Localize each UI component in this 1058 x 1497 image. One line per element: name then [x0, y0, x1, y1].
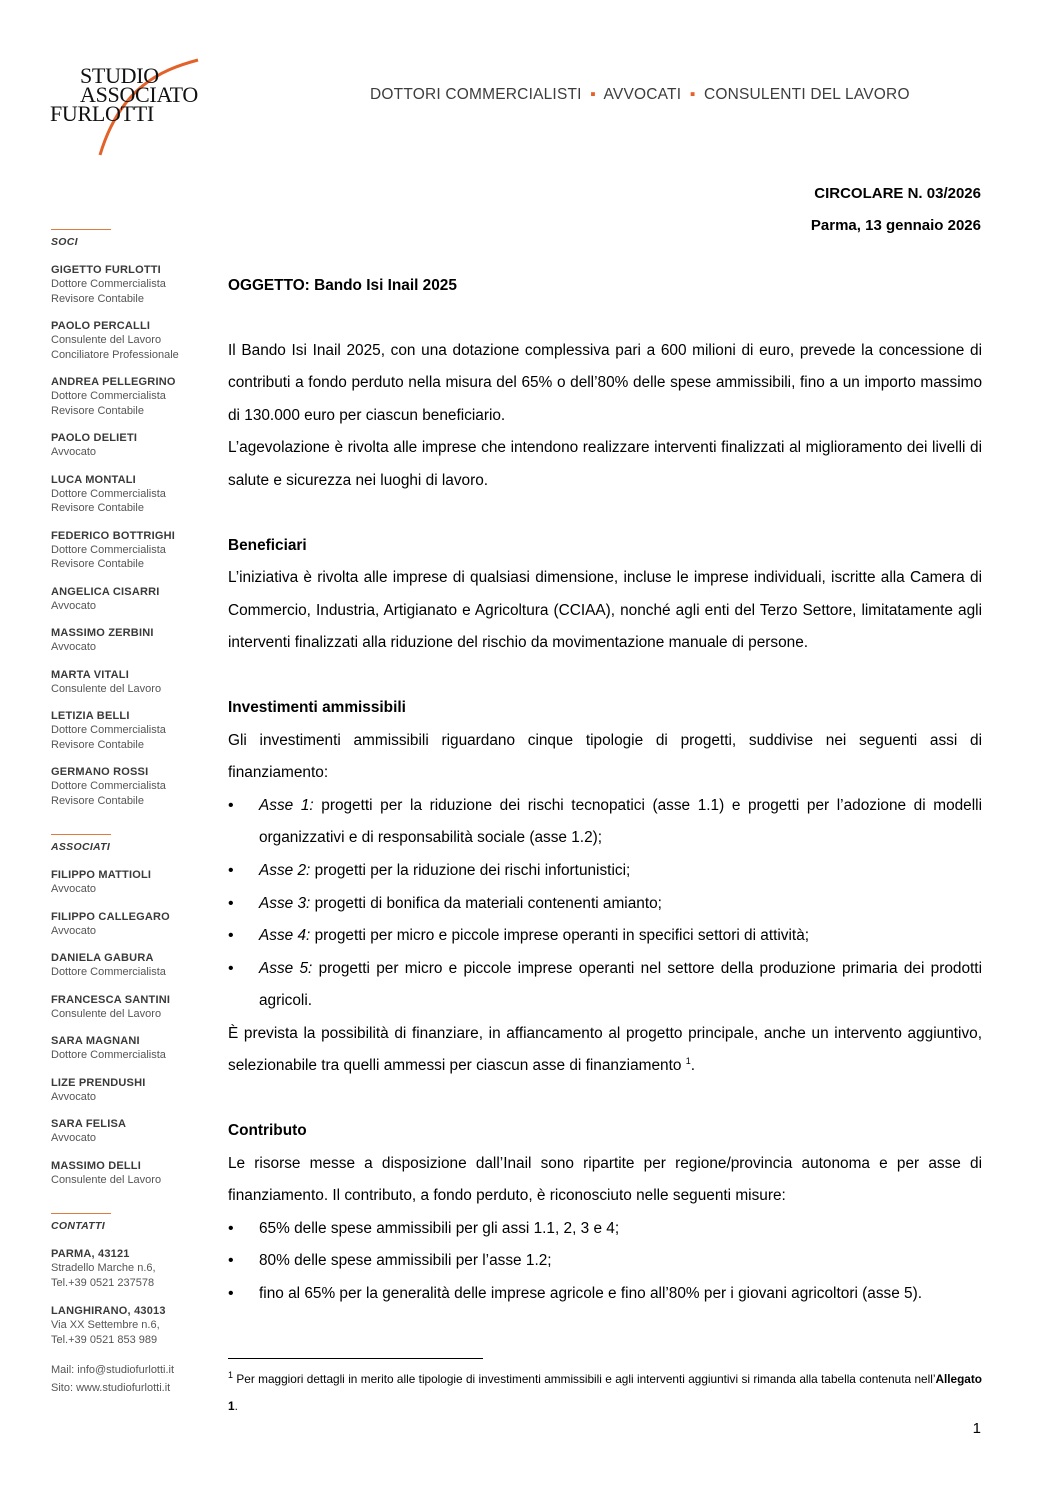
section-heading: Investimenti ammissibili: [228, 698, 406, 716]
footnote-number: 1: [228, 1370, 234, 1381]
person-role: Dottore Commercialista: [51, 780, 166, 792]
section-title: SOCI: [51, 236, 78, 248]
separator-icon: ▪: [689, 86, 696, 103]
person-entry: [51, 626, 221, 655]
asse-text: progetti per la riduzione dei rischi infortunistici;: [310, 861, 631, 879]
asse-text: progetti di bonifica da materiali contenenti amianto;: [310, 894, 662, 912]
intro-paragraph: Il Bando Isi Inail 2025, con una dotazione complessiva pari a 600 milioni di euro, prevede la concessione di contributi a fondo perduto nella misura del 65% o dell’80% delle spese ammissibili, fino a un importo massimo di 130.000 euro per ciascun beneficiario.: [228, 341, 982, 424]
person-role: Consulente del Lavoro: [51, 1007, 162, 1020]
person-name: SARA FELISA: [51, 1118, 127, 1130]
person-entry: [51, 910, 221, 939]
office-name: PARMA, 43121: [51, 1248, 130, 1260]
associati-section: [51, 834, 221, 1187]
office-address: Stradello Marche n.6,: [51, 1262, 156, 1274]
person-name: SARA MAGNANI: [51, 1035, 140, 1047]
person-role: Revisore Contabile: [51, 292, 144, 305]
person-entry: [51, 668, 221, 697]
person-name: MASSIMO ZERBINI: [51, 627, 154, 639]
person-entry: [51, 431, 221, 460]
contatti-section: [51, 1213, 221, 1397]
person-name: GIGETTO FURLOTTI: [51, 264, 161, 276]
beneficiari-paragraph: L’iniziativa è rivolta alle imprese di qualsiasi dimensione, incluse le imprese individuali, iscritte alla Camera di Commercio, Industria, Artigianato e Agricoltura (CCIAA), nonché agli enti del Terzo Settore, limitatamente agli interventi finalizzati alla riduzione del rischio da movimentazione manuale di persone.: [228, 569, 982, 652]
person-entry: [51, 263, 221, 306]
mail-link[interactable]: Mail: info@studiofurlotti.it: [51, 1364, 175, 1376]
office-langhirano: [51, 1304, 221, 1347]
sidebar: [51, 229, 221, 1409]
person-name: FILIPPO MATTIOLI: [51, 869, 152, 881]
asse-item: [228, 920, 982, 953]
person-name: LETIZIA BELLI: [51, 710, 130, 722]
person-name: DANIELA GABURA: [51, 952, 154, 964]
person-role: Revisore Contabile: [51, 404, 144, 417]
asse-item: [228, 953, 982, 1018]
person-name: LUCA MONTALI: [51, 473, 136, 486]
asse-item: [228, 790, 982, 855]
contributo-item: • 80% delle spese ammissibili per l’asse 1.2;: [228, 1245, 982, 1278]
note-end: .: [690, 1057, 695, 1075]
tagline-part: AVVOCATI: [603, 86, 682, 103]
asse-label: Asse 3:: [259, 894, 311, 912]
investimenti-paragraph: Gli investimenti ammissibili riguardano cinque tipologie di progetti, suddivise nei seguenti assi di finanziamento:: [228, 731, 982, 782]
contributo-item: • fino al 65% per la generalità delle imprese agricole e fino all’80% per i giovani agricoltori (asse 5).: [228, 1278, 982, 1311]
investimenti-note: [228, 1018, 982, 1083]
document-body: [228, 270, 982, 1311]
office-parma: [51, 1247, 221, 1290]
person-role: Avvocato: [51, 599, 97, 612]
person-entry: [51, 765, 221, 808]
section-heading: Contributo: [228, 1122, 307, 1140]
person-name: MASSIMO DELLI: [51, 1159, 141, 1172]
person-entry: [51, 868, 221, 897]
asse-text: progetti per micro e piccole imprese operanti nel settore della produzione primaria dei prodotti agricoli.: [259, 959, 982, 1010]
person-role: Dottore Commercialista: [51, 390, 166, 402]
asse-text: progetti per micro e piccole imprese operanti in specifici settori di attività;: [310, 927, 810, 945]
person-role: Revisore Contabile: [51, 558, 144, 570]
person-name: GERMANO ROSSI: [51, 766, 149, 778]
person-entry: [51, 319, 221, 362]
person-name: PAOLO DELIETI: [51, 432, 138, 444]
logo-line-2: ASSOCIATO: [80, 82, 198, 107]
circolare-number: CIRCOLARE N. 03/2026: [814, 185, 981, 202]
footnote-bold: Allegato 1: [228, 1372, 982, 1413]
office-phone[interactable]: Tel.+39 0521 237578: [51, 1276, 155, 1289]
soci-list: [51, 263, 221, 808]
subject-line: OGGETTO: Bando Isi Inail 2025: [228, 277, 457, 294]
site-link[interactable]: Sito: www.studiofurlotti.it: [51, 1382, 171, 1394]
asse-label: Asse 5:: [259, 959, 313, 977]
section-title: ASSOCIATI: [51, 841, 111, 853]
person-role: Dottore Commercialista: [51, 487, 166, 500]
section-divider: [51, 834, 111, 835]
soci-section: [51, 229, 221, 808]
section-heading: Beneficiari: [228, 536, 307, 554]
asse-label: Asse 2:: [259, 861, 311, 879]
person-name: MARTA VITALI: [51, 668, 129, 681]
assi-list: [228, 790, 982, 1018]
person-entry: [51, 473, 221, 516]
person-role: Revisore Contabile: [51, 794, 144, 807]
logo-line-3: FURLOTTI: [50, 101, 154, 126]
person-name: FEDERICO BOTTRIGHI: [51, 529, 175, 542]
person-name: FILIPPO CALLEGARO: [51, 910, 170, 923]
person-name: FRANCESCA SANTINI: [51, 993, 171, 1006]
person-role: Avvocato: [51, 1090, 97, 1103]
person-name: PAOLO PERCALLI: [51, 320, 151, 332]
section-divider: [51, 1213, 111, 1214]
person-entry: [51, 1034, 221, 1063]
office-address: Via XX Settembre n.6,: [51, 1319, 160, 1331]
contributo-paragraph: Le risorse messe a disposizione dall’Inail sono ripartite per regione/provincia autonoma e per asse di finanziamento. Il contributo, a fondo perduto, è riconosciuto nelle seguenti misure:: [228, 1154, 982, 1205]
tagline-part: DOTTORI COMMERCIALISTI: [370, 86, 582, 103]
person-name: LIZE PRENDUSHI: [51, 1076, 146, 1089]
section-divider: [51, 229, 111, 230]
asse-text: progetti per la riduzione dei rischi tecnopatici (asse 1.1) e progetti per l’adozione di modelli organizzativi e di responsabilità sociale (asse 1.2);: [259, 796, 983, 847]
asse-item: [228, 855, 982, 888]
person-role: Dottore Commercialista: [51, 724, 166, 736]
person-entry: [51, 585, 221, 614]
separator-icon: ▪: [590, 86, 596, 103]
person-role: Revisore Contabile: [51, 502, 144, 514]
person-role: Conciliatore Professionale: [51, 348, 179, 361]
footnote-text: Per maggiori dettagli in merito alle tipologie di investimenti ammissibili e agli interventi aggiuntivi si rimanda alla tabella contenuta nell’: [233, 1372, 936, 1386]
person-entry: [51, 709, 221, 752]
office-name: LANGHIRANO, 43013: [51, 1305, 166, 1317]
person-entry: [51, 1076, 221, 1105]
person-role: Revisore Contabile: [51, 738, 144, 751]
document-header: [811, 178, 981, 242]
header-tagline: [370, 86, 910, 104]
contributo-list: [228, 1213, 982, 1311]
person-entry: [51, 1117, 221, 1146]
asse-label: Asse 1:: [259, 796, 314, 814]
person-role: Avvocato: [51, 446, 97, 458]
person-entry: [51, 993, 221, 1022]
person-name: ANGELICA CISARRI: [51, 585, 160, 598]
person-role: Avvocato: [51, 883, 97, 895]
person-role: Avvocato: [51, 924, 97, 937]
asse-label: Asse 4:: [259, 927, 311, 945]
person-entry: [51, 1159, 221, 1188]
intro-paragraph: L’agevolazione è rivolta alle imprese che intendono realizzare interventi finalizzati al miglioramento dei livelli di salute e sicurezza nei luoghi di lavoro.: [228, 439, 982, 489]
person-role: Avvocato: [51, 641, 97, 653]
person-role: Consulente del Lavoro: [51, 334, 162, 346]
logo-line-1: STUDIO: [80, 63, 159, 88]
tagline-part: CONSULENTI DEL LAVORO: [703, 86, 910, 103]
person-role: Avvocato: [51, 1132, 97, 1144]
section-title: CONTATTI: [51, 1220, 105, 1232]
footnote-divider: [228, 1358, 483, 1359]
person-entry: [51, 529, 221, 572]
asse-item: [228, 888, 982, 921]
person-entry: [51, 375, 221, 418]
person-role: Consulente del Lavoro: [51, 682, 162, 695]
studio-logo: [50, 58, 210, 158]
footnote: [228, 1366, 982, 1420]
footnote-ref[interactable]: 1: [685, 1056, 691, 1067]
footnote-end: .: [234, 1399, 238, 1413]
person-name: ANDREA PELLEGRINO: [51, 376, 176, 388]
person-role: Dottore Commercialista: [51, 278, 166, 290]
person-role: Dottore Commercialista: [51, 1049, 166, 1061]
person-entry: [51, 951, 221, 980]
contributo-item: • 65% delle spese ammissibili per gli assi 1.1, 2, 3 e 4;: [228, 1213, 982, 1246]
page-number: 1: [972, 1420, 981, 1437]
associati-list: [51, 868, 221, 1187]
person-role: Dottore Commercialista: [51, 966, 166, 978]
person-role: Dottore Commercialista: [51, 543, 166, 556]
office-phone[interactable]: Tel.+39 0521 853 989: [51, 1333, 158, 1346]
place-date: Parma, 13 gennaio 2026: [810, 217, 981, 234]
note-text: È prevista la possibilità di finanziare, in affiancamento al progetto principale, anche un intervento aggiuntivo, selezionabile tra quelli ammessi per ciascun asse di finanziamento: [228, 1024, 982, 1075]
person-role: Consulente del Lavoro: [51, 1173, 162, 1186]
